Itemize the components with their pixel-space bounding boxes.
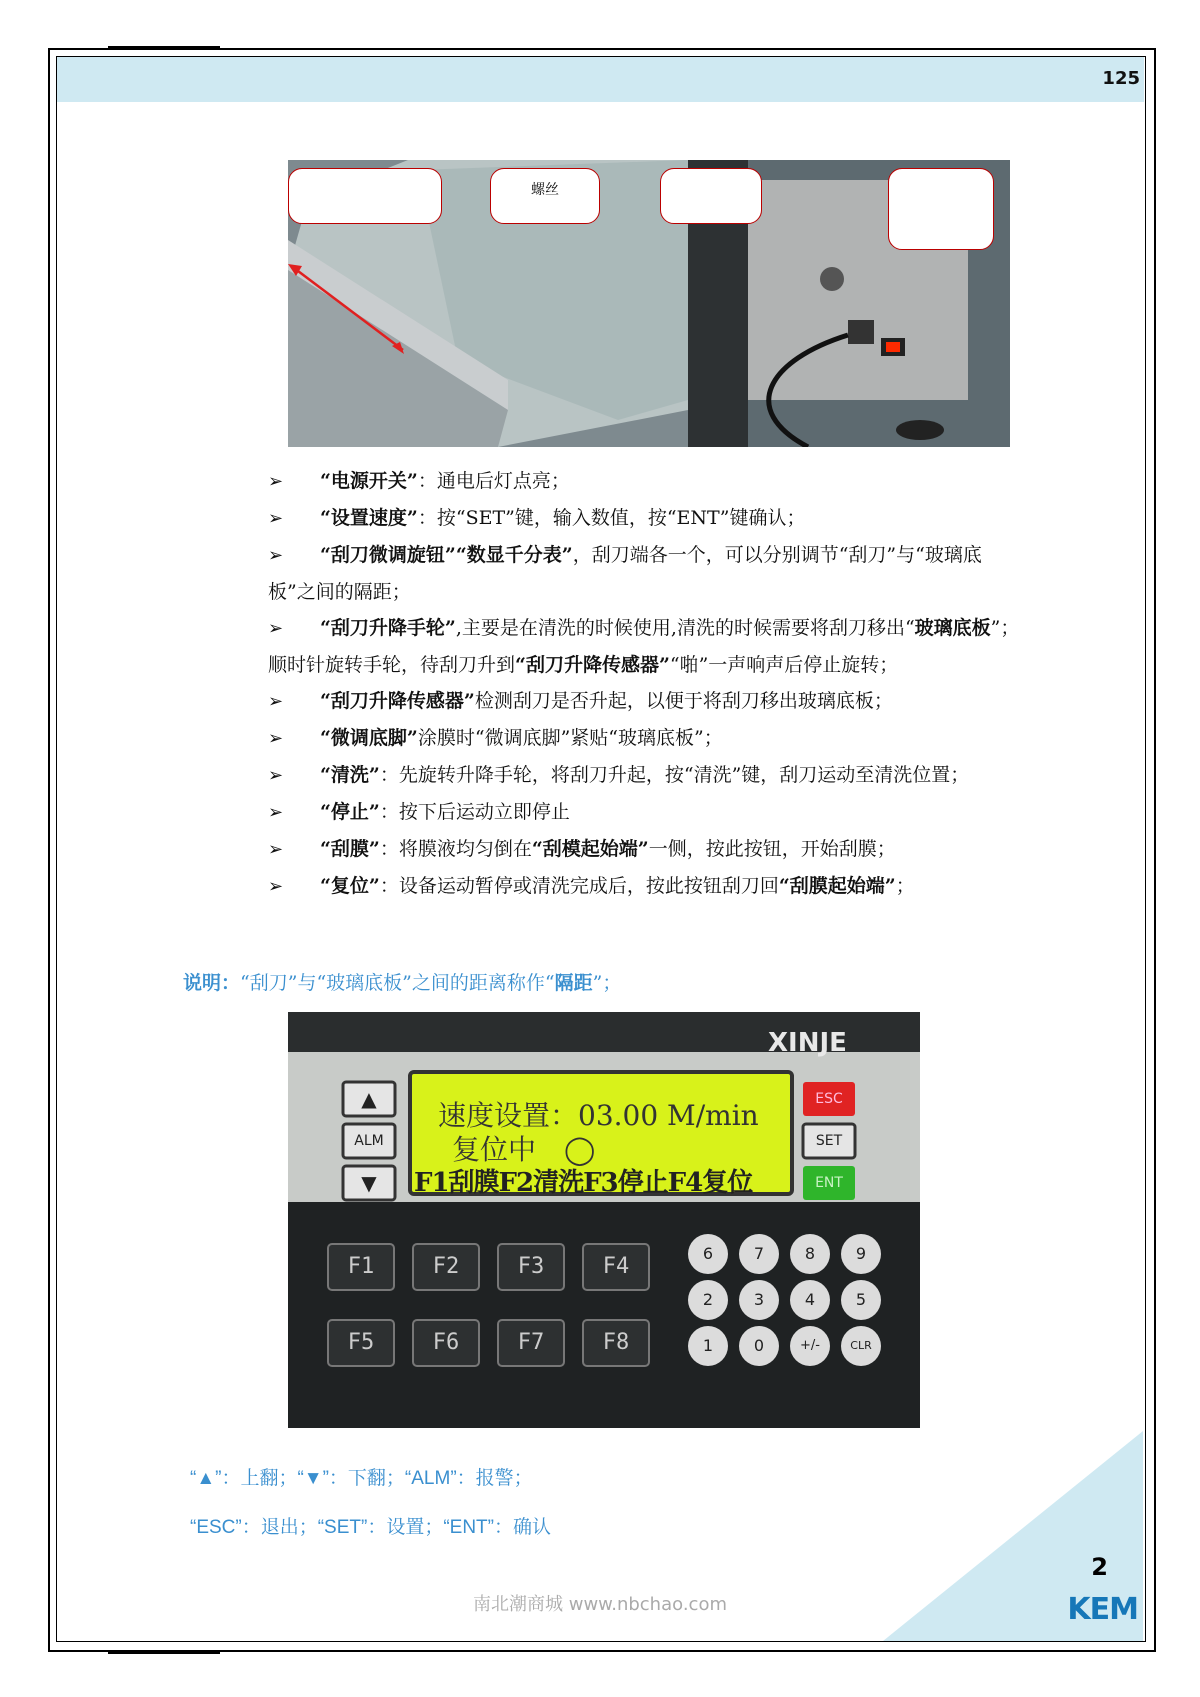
lcd-status-line: 复位中 ◯ xyxy=(452,1133,596,1166)
num-key-2[interactable]: 2 xyxy=(702,1290,714,1309)
num-key-7[interactable]: 7 xyxy=(753,1244,765,1263)
list-item: ➢ “刮刀升降传感器”检测刮刀是否升起，以便于将刮刀移出玻璃底板； xyxy=(226,683,1026,720)
list-item: ➢ “微调底脚”涂膜时“微调底脚”紧贴“玻璃底板”； xyxy=(226,720,1026,757)
legend-line-2: “ESC”：退出；“SET”：设置；“ENT”：确认 xyxy=(190,1517,551,1538)
f3-key[interactable]: F3 xyxy=(517,1254,545,1279)
machine-photo xyxy=(288,160,1010,447)
callout-screw: 螺丝 xyxy=(490,168,600,224)
page-number: 125 xyxy=(1102,68,1140,89)
watermark: 南北潮商城 www.nbchao.com xyxy=(473,1594,727,1615)
num-key-3[interactable]: 3 xyxy=(753,1290,765,1309)
f4-key[interactable]: F4 xyxy=(602,1254,630,1279)
brand-logo: XINJE xyxy=(768,1028,847,1058)
list-item: ➢ “刮刀微调旋钮”“数显千分表”，刮刀端各一个，可以分别调节“刮刀”与“玻璃底板”之间的隔距； xyxy=(226,537,1026,610)
corner-tick xyxy=(108,46,220,48)
f5-key[interactable]: F5 xyxy=(347,1330,375,1355)
logo-number: 2 xyxy=(1091,1553,1108,1581)
num-key-4[interactable]: 4 xyxy=(804,1290,816,1309)
ent-key[interactable]: ENT xyxy=(815,1175,843,1191)
num-key-6[interactable]: 6 xyxy=(702,1244,714,1263)
control-panel-photo xyxy=(288,1012,920,1428)
list-item: ➢ “电源开关”：通电后灯点亮； xyxy=(226,463,1026,500)
lcd-function-line: F1刮膜F2清洗F3停止F4复位 xyxy=(414,1168,753,1198)
list-item: ➢ “停止”：按下后运动立即停止 xyxy=(226,794,1026,831)
note: 说明：“刮刀”与“玻璃底板”之间的距离称作“隔距”； xyxy=(183,972,622,994)
set-key[interactable]: SET xyxy=(815,1133,843,1149)
num-key-1[interactable]: 1 xyxy=(702,1336,714,1355)
legend-line-1: “▲”：上翻；“▼”：下翻；“ALM”：报警； xyxy=(190,1468,533,1489)
list-item: ➢ “刮刀升降手轮”,主要是在清洗的时候使用,清洗的时候需要将刮刀移出“玻璃底板”；顺时针旋转手轮，待刮刀升到“刮刀升降传感器”“啪”一声响声后停止旋转； xyxy=(226,610,1026,683)
f8-key[interactable]: F8 xyxy=(602,1330,630,1355)
up-key[interactable]: ▲ xyxy=(361,1087,377,1111)
list-item: ➢ “复位”：设备运动暂停或清洗完成后，按此按钮刮刀回“刮膜起始端”； xyxy=(226,868,1026,905)
esc-key[interactable]: ESC xyxy=(815,1091,843,1107)
callout-blank xyxy=(660,168,762,224)
f1-key[interactable]: F1 xyxy=(347,1254,375,1279)
list-item: ➢ “设置速度”：按“SET”键，输入数值，按“ENT”键确认； xyxy=(226,500,1026,537)
clr-key[interactable]: CLR xyxy=(850,1339,872,1352)
description-list xyxy=(226,463,1026,905)
down-key[interactable]: ▼ xyxy=(361,1171,377,1195)
num-key-0[interactable]: 0 xyxy=(753,1336,765,1355)
f2-key[interactable]: F2 xyxy=(432,1254,460,1279)
corner-tick xyxy=(108,1652,220,1654)
company-logo: KEM xyxy=(1067,1592,1138,1627)
callout-blank xyxy=(888,168,994,250)
list-item: ➢ “清洗”：先旋转升降手轮，将刮刀升起，按“清洗”键，刮刀运动至清洗位置； xyxy=(226,757,1026,794)
alm-key[interactable]: ALM xyxy=(354,1133,384,1149)
f6-key[interactable]: F6 xyxy=(432,1330,460,1355)
num-key-5[interactable]: 5 xyxy=(855,1290,867,1309)
list-item: ➢ “刮膜”：将膜液均匀倒在“刮模起始端”一侧，按此按钮，开始刮膜； xyxy=(226,831,1026,868)
plus-minus-key[interactable]: +/- xyxy=(800,1338,820,1353)
header-bar xyxy=(57,57,1144,102)
callout-blank xyxy=(288,168,442,224)
lcd-speed-line: 速度设置：03.00 M/min xyxy=(438,1099,759,1132)
f7-key[interactable]: F7 xyxy=(517,1330,545,1355)
num-key-8[interactable]: 8 xyxy=(804,1244,816,1263)
num-key-9[interactable]: 9 xyxy=(855,1244,867,1263)
